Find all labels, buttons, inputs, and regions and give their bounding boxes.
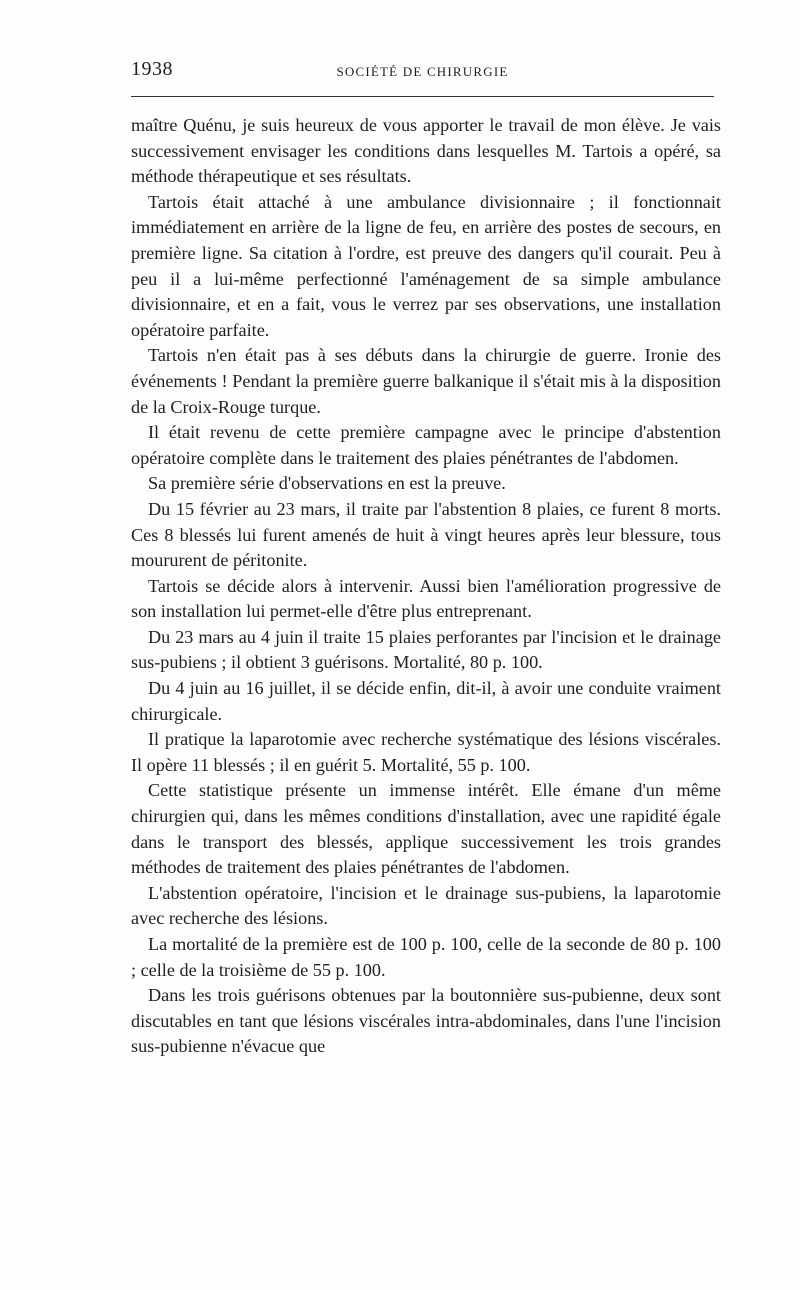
paragraph: Dans les trois guérisons obtenues par la boutonnière sus-pubienne, deux sont discutables en tant que lésions viscérales intra-abdominales, dans l'une l'incision sus-pubienne n'évacue que <box>131 985 721 1057</box>
paragraph: Sa première série d'observations en est la preuve. <box>148 473 506 494</box>
paragraph: Tartois n'en était pas à ses débuts dans la chirurgie de guerre. Ironie des événements ! Pendant la première guerre balkanique il s'était mis à la disposition de la Croix-Rouge turque. <box>131 345 721 417</box>
paragraph: Tartois se décide alors à intervenir. Aussi bien l'amélioration progressive de son installation lui permet-elle d'être plus entreprenant. <box>131 575 721 622</box>
paragraph: Cette statistique présente un immense intérêt. Elle émane d'un même chirurgien qui, dans les mêmes conditions d'installation, avec une rapidité égale dans le transport des blessés, applique successivement les trois grandes méthodes de traitement des plaies pénétrantes de l'abdomen. <box>131 780 721 878</box>
page-number: 1938 <box>131 58 173 80</box>
paragraph: Il pratique la laparotomie avec recherche systématique des lésions viscérales. Il opère 11 blessés ; il en guérit 5. Mortalité, 55 p. 100. <box>131 729 721 775</box>
header-rule <box>131 96 714 97</box>
page-header <box>131 56 714 90</box>
paragraph: L'abstention opératoire, l'incision et le drainage sus-pubiens, la laparotomie avec recherche des lésions. <box>131 882 721 929</box>
running-head: SOCIÉTÉ DE CHIRURGIE <box>336 64 509 79</box>
paragraph: Du 4 juin au 16 juillet, il se décide enfin, dit-il, à avoir une conduite vraiment chirurgicale. <box>131 678 721 724</box>
body-text <box>131 113 721 1060</box>
paragraph: Du 15 février au 23 mars, il traite par l'abstention 8 plaies, ce furent 8 morts. Ces 8 blessés lui furent amenés de huit à vingt heures après leur blessure, tous moururent de péritonite. <box>131 498 721 571</box>
paragraph: La mortalité de la première est de 100 p. 100, celle de la seconde de 80 p. 100 ; celle de la troisième de 55 p. 100. <box>131 934 721 980</box>
paragraph: maître Quénu, je suis heureux de vous apporter le travail de mon élève. Je vais successivement envisager les conditions dans lesquelles M. Tartois a opéré, sa méthode thérapeutique et ses résultats. <box>131 115 721 187</box>
paragraph: Tartois était attaché à une ambulance divisionnaire ; il fonctionnait immédiatement en arrière de la ligne de feu, en arrière des postes de secours, en première ligne. Sa citation à l'ordre, est preuve des dangers qu'il courait. Peu à peu il a lui-même perfectionné l'aménagement de sa simple ambulance divisionnaire, et en a fait, vous le verrez par ses observations, une installation opératoire parfaite. <box>131 191 721 340</box>
paragraph: Il était revenu de cette première campagne avec le principe d'abstention opératoire complète dans le traitement des plaies pénétrantes de l'abdomen. <box>131 422 721 468</box>
paragraph: Du 23 mars au 4 juin il traite 15 plaies perforantes par l'incision et le drainage sus-pubiens ; il obtient 3 guérisons. Mortalité, 80 p. 100. <box>131 626 721 673</box>
